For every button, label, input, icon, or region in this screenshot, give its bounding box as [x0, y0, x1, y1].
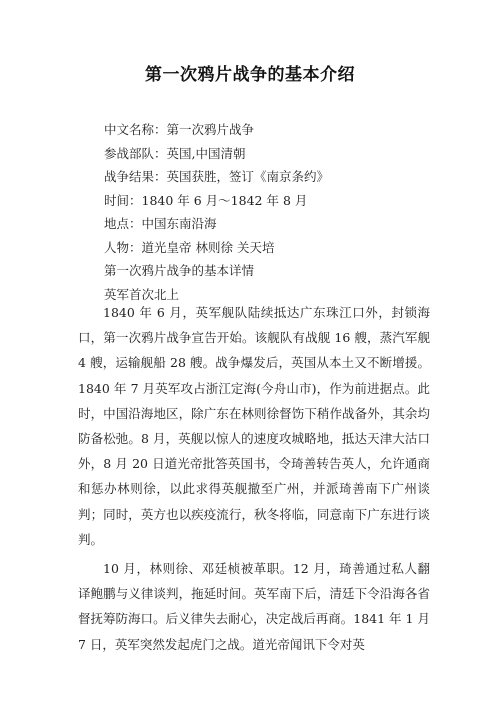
info-line-belligerents: 参战部队：英国,中国清朝 [104, 145, 246, 161]
info-line-result: 战争结果：英国获胜，签订《南京条约》 [104, 169, 330, 184]
section-heading-details: 第一次鸦片战争的基本详情 [104, 263, 255, 278]
document-title: 第一次鸦片战争的基本介绍 [145, 65, 355, 85]
subsection-heading-first-north: 英军首次北上 [104, 286, 180, 302]
paragraph: 1840 年 6 月，英军舰队陆续抵达广东珠江口外，封锁海口，第一次鸦片战争宣告开始。该舰队有战舰 16 艘，蒸汽军舰 4 艘，运输舰船 28 艘。战争爆发后，英国从本土又不断增援。1840 年 7 月英军攻占浙江定海(今舟山市)，作为前进据点。此时，中国沿海地区，除广东在林则徐督饬下稍作战备外，其余均防备松弛。8 月，英舰以惊人的速度攻城略地，抵达天津大沽口外，8 月 20 日道光帝批答英国书，令琦善转告英人，允许通商和惩办林则徐，以此求得英舰撤至广州，并派琦善南下广州谈判；同时，英方也以疾疫流行，秋冬将临，同意南下广东进行谈判。 [78, 305, 430, 547]
info-line-people: 人物：道光皇帝 林则徐 关天培 [104, 239, 275, 255]
info-line-time: 时间：1840 年 6 月～1842 年 8 月 [104, 192, 308, 208]
info-line-name: 中文名称：第一次鸦片战争 [104, 122, 255, 137]
info-line-location: 地点：中国东南沿海 [104, 216, 217, 231]
info-block [104, 118, 434, 306]
body-text [78, 300, 430, 661]
paragraph: 10 月，林则徐、邓廷桢被革职。12 月，琦善通过私人翻译鲍鹏与义律谈判，拖延时间。英军南下后，清廷下令沿海各省督抚筹防海口。后义律失去耐心，决定战后再商。1841 年 1 月 7 日，英军突然发起虎门之战。道光帝闻讯下令对英 [78, 561, 430, 652]
